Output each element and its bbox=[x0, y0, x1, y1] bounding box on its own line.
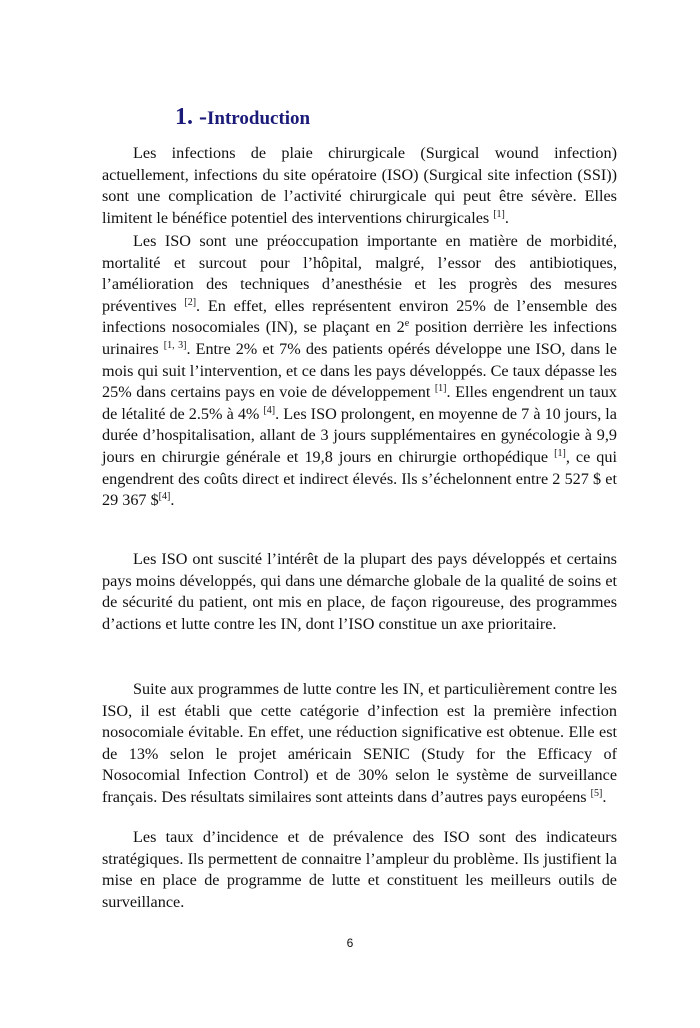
paragraph bbox=[102, 827, 617, 913]
paragraph-text: . Elles engendrent un taux de létalité de 2.5% à 4% bbox=[102, 383, 617, 423]
page-number: 6 bbox=[346, 936, 354, 950]
paragraph-text: , ce qui engendrent des coûts direct et indirect élevés. Ils s’échelonnent entre 2 527 $ et 29 367 $ bbox=[102, 447, 617, 510]
paragraph bbox=[102, 549, 617, 635]
paragraph-text: Les infections de plaie chirurgicale (Surgical wound infection) actuellement, infections du site opératoire (ISO) (Surgical site infection (SSI)) sont une complication de l’activité chirurgicale qui peut être sévère. Elles limitent le bénéfice potentiel des interventions chirurgicales bbox=[102, 144, 617, 227]
paragraph-text: . En effet, elles représentent environ 25% de l’ensemble des infections nosocomiales (IN), se plaçant en 2 bbox=[102, 296, 617, 337]
paragraph bbox=[102, 679, 617, 809]
citation-superscript: [5] bbox=[590, 787, 603, 799]
paragraph-text: Les ISO ont suscité l’intérêt de la plupart des pays développés et certains pays moins développés, qui dans une démarche globale de la qualité de soins et de sécurité du patient, ont mis en place, de façon rigoureuse, des programmes d’actions et lutte contre les IN, dont l’ISO constitue un axe prioritaire. bbox=[102, 550, 617, 633]
paragraph-text: . bbox=[602, 787, 607, 806]
paragraph-text: Les taux d’incidence et de prévalence des ISO sont des indicateurs stratégiques. Ils permettent de connaitre l’ampleur du problème. Ils justifient la mise en place de programme de lutte et constituent les meilleurs outils de surveillance. bbox=[102, 828, 617, 911]
paragraph bbox=[102, 143, 617, 229]
section-title: Introduction bbox=[207, 108, 311, 129]
citation-superscript: [1] bbox=[554, 447, 566, 459]
paragraph-text: . Les ISO prolongent, en moyenne de 7 à 10 jours, la durée d’hospitalisation, allant de 3 jours supplémentaires en gynécologie à 9,9 jours en chirurgie générale et 19,8 jours en chirurgie orthopédique bbox=[102, 404, 617, 466]
paragraph-text: . Entre 2% et 7% des patients opérés développe une ISO, dans le mois qui suit l’intervention, et ce dans les pays développés. Ce taux dépasse les 25% dans certains pays en voie de développement bbox=[102, 339, 617, 402]
paragraph-text: Suite aux programmes de lutte contre les IN, et particulièrement contre les ISO, il est établi que cette catégorie d’infection est la première infection nosocomiale évitable. En effet, une réduction significative est obtenue. Elle est de 13% selon le projet américain SENIC (Study for the Efficacy of Nosocomial Infection Control) et de 30% selon le système de surveillance français. Des résultats similaires sont atteints dans d’autres pays européens bbox=[102, 680, 617, 806]
citation-superscript: e bbox=[404, 318, 410, 330]
citation-superscript: [1] bbox=[493, 208, 505, 220]
citation-superscript: [4] bbox=[263, 404, 276, 416]
paragraph-text: . bbox=[170, 491, 175, 510]
section-heading bbox=[175, 104, 310, 131]
section-number: 1. - bbox=[175, 104, 207, 130]
paragraph-text: . bbox=[504, 208, 509, 227]
citation-superscript: [1, 3] bbox=[163, 339, 187, 351]
citation-superscript: [2] bbox=[184, 296, 197, 308]
paragraph-text: Les ISO sont une préoccupation importante en matière de morbidité, mortalité et surcout pour l’hôpital, malgré, l’essor des antibiotiques, l’amélioration des techniques d’anesthésie et les progrès des mesures préventives bbox=[102, 232, 617, 315]
citation-superscript: [1] bbox=[434, 383, 447, 395]
citation-superscript: [4] bbox=[158, 491, 171, 503]
paragraph-text: position derrière les infections urinaires bbox=[102, 318, 617, 358]
paragraph bbox=[102, 231, 617, 512]
